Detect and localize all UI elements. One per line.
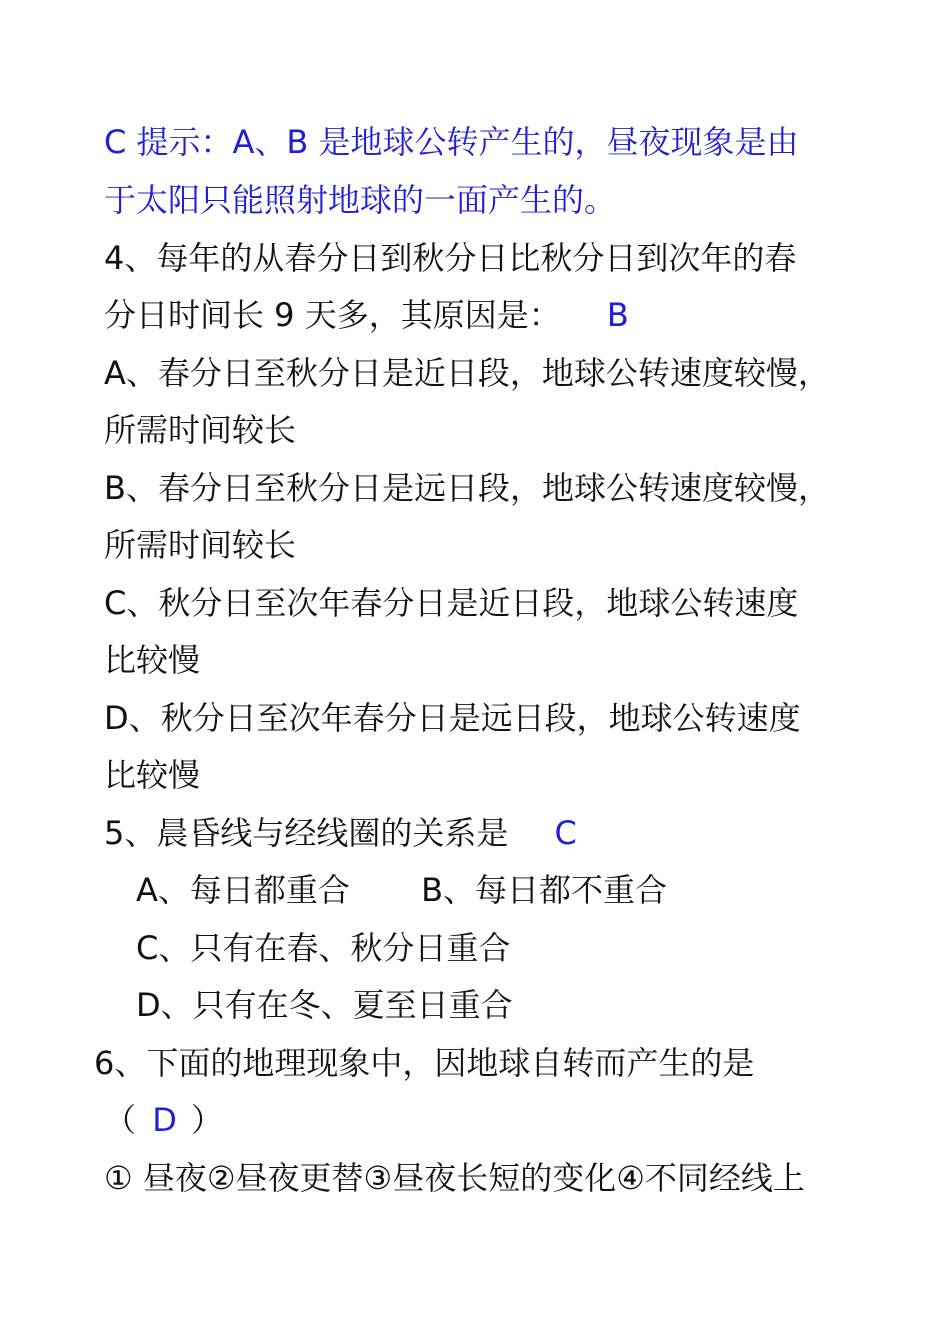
question-4-stem-text: 分日时间长 9 天多，其原因是： [104,296,561,334]
question-6-answer: D [152,1101,177,1139]
question-4-option-c-line-2: 比较慢 [104,641,201,679]
hint-line-1: C 提示：A、B 是地球公转产生的，昼夜现象是由 [104,123,799,161]
question-4-option-a-line-1: A、春分日至秋分日是近日段，地球公转速度较慢， [104,354,830,392]
question-5-stem-text: 5、晨昏线与经线圈的关系是 [104,814,509,852]
question-6-close-paren: ） [191,1101,224,1139]
question-6-stem-line-2 [104,1100,223,1140]
question-4-answer: B [606,296,629,334]
question-4-option-a-line-2: 所需时间较长 [104,411,297,449]
question-4-stem-line-1: 4、每年的从春分日到秋分日比秋分日到次年的春 [104,239,797,277]
question-4-option-b-line-2: 所需时间较长 [104,526,297,564]
question-5-answer: C [554,814,577,852]
question-4-option-d-line-1: D、秋分日至次年春分日是远日段，地球公转速度 [104,699,801,737]
question-5-options-a-b: A、每日都重合 B、每日都不重合 [136,871,668,909]
question-4-stem-line-2 [104,295,629,335]
question-6-stem-line-1: 6、下面的地理现象中，因地球自转而产生的是 [94,1044,755,1082]
question-5-option-c: C、只有在春、秋分日重合 [136,929,511,967]
question-4-option-b-line-1: B、春分日至秋分日是远日段，地球公转速度较慢， [104,469,830,507]
hint-line-2: 于太阳只能照射地球的一面产生的。 [104,181,617,219]
question-6-items-line: ① 昼夜②昼夜更替③昼夜长短的变化④不同经线上 [104,1159,805,1197]
question-4-option-c-line-1: C、秋分日至次年春分日是近日段，地球公转速度 [104,584,799,622]
question-6-open-paren: （ [104,1101,137,1139]
question-5-option-d: D、只有在冬、夏至日重合 [136,986,513,1024]
question-5-stem [104,813,577,853]
question-4-option-d-line-2: 比较慢 [104,756,201,794]
